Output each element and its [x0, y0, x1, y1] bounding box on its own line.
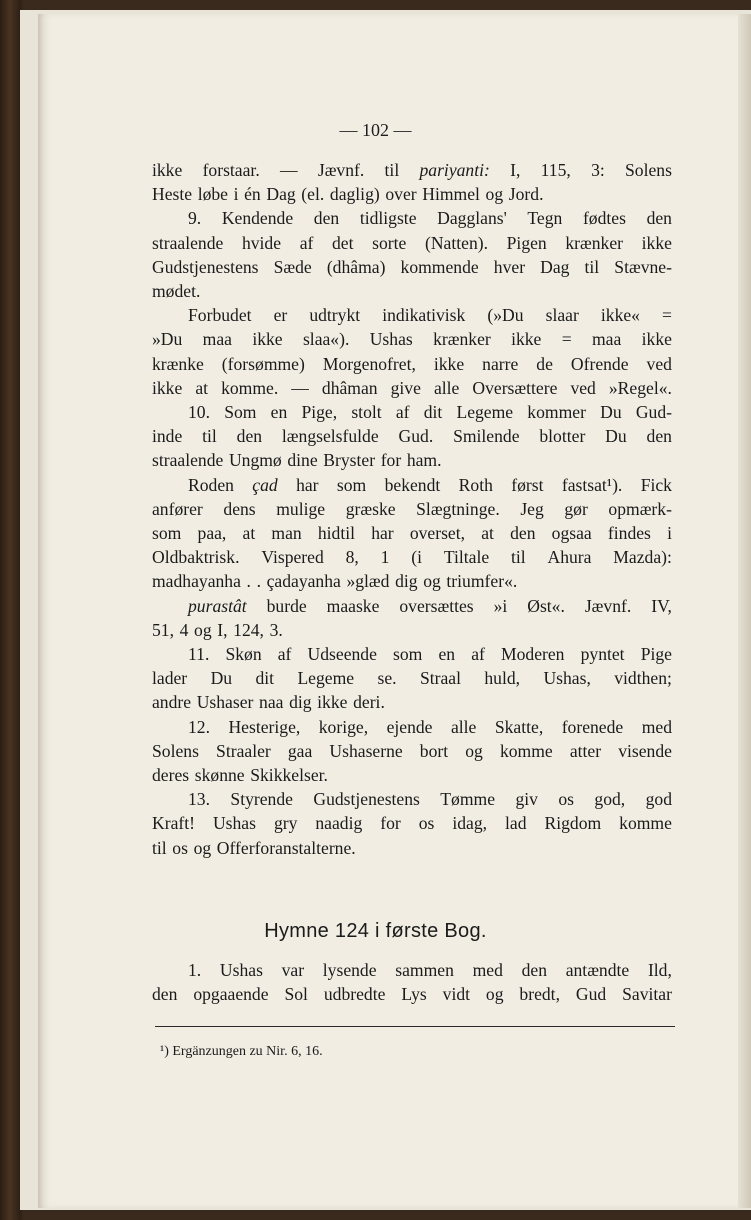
text-line: »Du maa ikke slaa«). Ushas krænker ikke = maa ikke [152, 329, 672, 350]
text-line: Heste løbe i én Dag (el. daglig) over Himmel og Jord. [152, 184, 544, 205]
text-line: madhayanha . . çadayanha »glæd dig og triumfer«. [152, 571, 518, 592]
footnote-rule [155, 1026, 675, 1027]
text-line: 13. Styrende Gudstjenestens Tømme giv os god, god [188, 789, 672, 810]
text-line: ikke forstaar. — Jævnf. til pariyanti: I, 115, 3: Solens [152, 160, 672, 180]
text-line: inde til den længselsfulde Gud. Smilende blotter Du den [152, 426, 672, 447]
text-line: til os og Offerforanstalterne. [152, 837, 356, 858]
page-fore-edge [738, 14, 751, 1208]
text-line: 10. Som en Pige, stolt af dit Legeme kommer Du Gud- [188, 402, 672, 423]
text-line: andre Ushaser naa dig ikke deri. [152, 692, 385, 713]
text-line: anfører dens mulige græske Slægtninge. Jeg gør opmærk- [152, 498, 672, 519]
page-number-header: — 102 — [339, 120, 412, 140]
text-line: 1. Ushas var lysende sammen med den antændte Ild, [188, 960, 672, 980]
text-line: Forbudet er udtrykt indikativisk (»Du slaar ikke« = [188, 305, 672, 326]
main-text [152, 158, 672, 860]
hymn-text [152, 958, 672, 1006]
text-line: 12. Hesterige, korige, ejende alle Skatte, forenede med [188, 716, 672, 737]
text-line: Gudstjenestens Sæde (dhâma) kommende hver Dag til Stævne- [152, 256, 672, 277]
hymn-heading: Hymne 124 i første Bog. [264, 920, 487, 942]
text-line: mødet. [152, 281, 201, 302]
text-line: straalende hvide af det sorte (Natten). Pigen krænker ikke [152, 232, 672, 253]
text-line: krænke (forsømme) Morgenofret, ikke narre de Ofrende ved [152, 353, 672, 374]
text-line: 9. Kendende den tidligste Dagglans' Tegn fødtes den [188, 208, 672, 229]
text-line: den opgaaende Sol udbredte Lys vidt og bredt, Gud Savitar [152, 984, 672, 1005]
text-line: Solens Straaler gaa Ushaserne bort og komme atter visende [152, 740, 672, 761]
text-line: lader Du dit Legeme se. Straal huld, Ushas, vidthen; [152, 668, 672, 689]
text-line: ikke at komme. — dhâman give alle Oversættere ved »Regel«. [152, 377, 672, 398]
footnote: ¹) Ergänzungen zu Nir. 6, 16. [160, 1044, 323, 1059]
text-line: deres skønne Skikkelser. [152, 765, 328, 786]
text-line: som paa, at man hidtil har overset, at den ogsaa findes i [152, 523, 672, 544]
text-line: 11. Skøn af Udseende som en af Moderen pyntet Pige [188, 644, 672, 665]
text-line: purastât burde maaske oversættes »i Øst«. Jævnf. IV, [188, 595, 672, 616]
text-line: Roden çad har som bekendt Roth først fastsat¹). Fick [188, 474, 672, 495]
text-line: Oldbaktrisk. Vispered 8, 1 (i Tiltale til Ahura Mazda): [152, 547, 672, 568]
text-line: straalende Ungmø dine Bryster for ham. [152, 450, 442, 471]
text-line: 51, 4 og I, 124, 3. [152, 619, 283, 640]
text-line: Kraft! Ushas gry naadig for os idag, lad Rigdom komme [152, 813, 672, 834]
